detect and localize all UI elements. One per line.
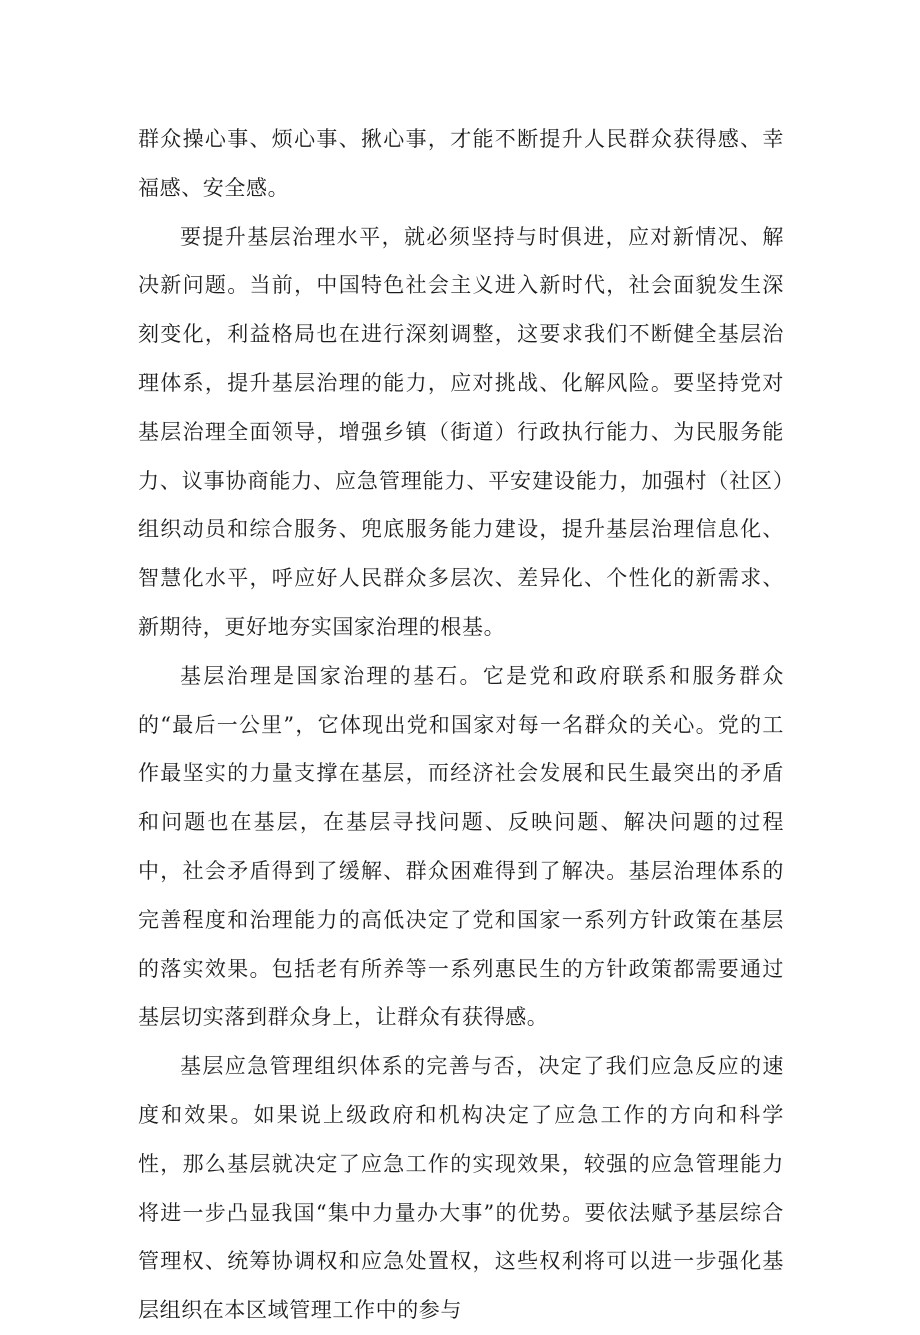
paragraph-4: 基层应急管理组织体系的完善与否，决定了我们应急反应的速度和效果。如果说上级政府和机构决定了应急工作的方向和科学性，那么基层就决定了应急工作的实现效果，较强的应急管理能力将进一步凸显我国“集中力量办大事”的优势。要依法赋予基层综合管理权、统筹协调权和应急处置权，这些权利将可以进一步强化基层组织在本区域管理工作中的参与 xyxy=(138,1054,784,1323)
document-body xyxy=(138,115,784,1335)
paragraph-1: 群众操心事、烦心事、揪心事，才能不断提升人民群众获得感、幸福感、安全感。 xyxy=(138,127,784,200)
paragraph-2: 要提升基层治理水平，就必须坚持与时俱进，应对新情况、解决新问题。当前，中国特色社会主义进入新时代，社会面貌发生深刻变化，利益格局也在进行深刻调整，这要求我们不断健全基层治理体系，提升基层治理的能力，应对挑战、化解风险。要坚持党对基层治理全面领导，增强乡镇（街道）行政执行能力、为民服务能力、议事协商能力、应急管理能力、平安建设能力，加强村（社区）组织动员和综合服务、兜底服务能力建设，提升基层治理信息化、智慧化水平，呼应好人民群众多层次、差异化、个性化的新需求、新期待，更好地夯实国家治理的根基。 xyxy=(138,224,784,639)
paragraph-3: 基层治理是国家治理的基石。它是党和政府联系和服务群众的“最后一公里”，它体现出党和国家对每一名群众的关心。党的工作最坚实的力量支撑在基层，而经济社会发展和民生最突出的矛盾和问题也在基层，在基层寻找问题、反映问题、解决问题的过程中，社会矛盾得到了缓解、群众困难得到了解决。基层治理体系的完善程度和治理能力的高低决定了党和国家一系列方针政策在基层的落实效果。包括老有所养等一系列惠民生的方针政策都需要通过基层切实落到群众身上，让群众有获得感。 xyxy=(138,663,784,1030)
